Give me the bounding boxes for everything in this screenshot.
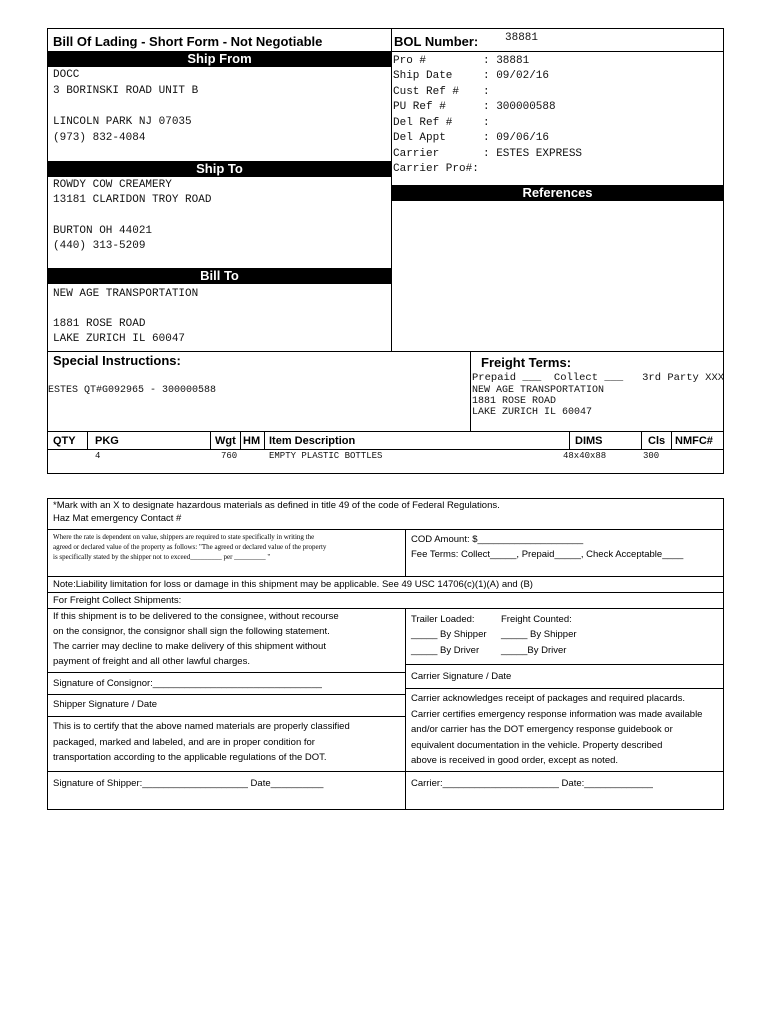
certify-text: transportation according to the applicable regulations of the DOT.: [53, 752, 327, 763]
carrier-ack-text: above is received in good order, except as noted.: [411, 755, 619, 766]
ship-from-line: 3 BORINSKI ROAD UNIT B: [53, 85, 199, 97]
field-label: Carrier Pro#:: [393, 163, 479, 175]
col-rule: [240, 431, 241, 449]
freight-collect: For Freight Collect Shipments:: [53, 595, 182, 606]
col-rule: [569, 431, 570, 449]
legal-rule: [47, 608, 724, 609]
certify-text: This is to certify that the above named materials are properly classified: [53, 721, 350, 732]
bill-to-line: 1881 ROSE ROAD: [53, 318, 146, 330]
fee-terms: Fee Terms: Collect_____, Prepaid_____, Check Acceptable____: [411, 549, 684, 560]
col-header-desc: Item Description: [269, 435, 356, 447]
carrier-ack-text: Carrier certifies emergency response information was made available: [411, 709, 703, 720]
ship-to-header: Ship To: [48, 161, 391, 177]
legal-rule: [47, 529, 724, 530]
bol-title: Bill Of Lading - Short Form - Not Negotiable: [53, 34, 323, 49]
carrier-signature-date: Carrier Signature / Date: [411, 671, 512, 682]
cod-amount: COD Amount: $____________________: [411, 534, 584, 545]
field-value: : 09/06/16: [483, 132, 550, 144]
freight-terms-label: Freight Terms:: [481, 355, 572, 370]
special-rule: [47, 351, 724, 352]
value-text: agreed or declared value of the property as follows: "The agreed or declared value of the property: [53, 543, 327, 551]
legal-divider: [405, 529, 406, 576]
field-label: PU Ref #: [393, 101, 446, 113]
freight-terms-address: LAKE ZURICH IL 60047: [472, 407, 593, 418]
field-label: Carrier: [393, 148, 440, 160]
col-rule: [671, 431, 672, 449]
item-desc: EMPTY PLASTIC BOTTLES: [269, 451, 383, 461]
carrier-ack-text: Carrier acknowledges receipt of packages and required placards.: [411, 693, 686, 704]
carrier-ack-text: and/or carrier has the DOT emergency response guidebook or: [411, 724, 673, 735]
legal-rule: [47, 716, 405, 717]
legal-divider: [405, 608, 406, 810]
col-rule: [87, 431, 88, 449]
carrier-ack-text: equivalent documentation in the vehicle. Property described: [411, 740, 663, 751]
field-label: Del Ref #: [393, 117, 453, 129]
field-label: Cust Ref #: [393, 86, 460, 98]
hazmat-contact: Haz Mat emergency Contact #: [53, 513, 182, 524]
legal-rule: [47, 576, 724, 577]
signature-consignor: Signature of Consignor:________________________________: [53, 678, 322, 689]
consignee-text: The carrier may decline to make delivery of this shipment without: [53, 641, 326, 652]
ship-to-line: BURTON OH 44021: [53, 225, 153, 237]
legal-rule: [405, 664, 724, 665]
table-top-rule: [47, 431, 724, 432]
table-header-rule: [47, 449, 724, 450]
item-cls: 300: [643, 451, 660, 461]
title-rule: [391, 51, 724, 52]
references-header: References: [392, 185, 723, 201]
field-value: : 09/02/16: [483, 70, 550, 82]
field-value: : 38881: [483, 55, 530, 67]
legal-rule: [405, 771, 724, 772]
col-header-hm: HM: [243, 435, 261, 447]
consignee-text: payment of freight and all other lawful charges.: [53, 656, 250, 667]
special-instructions-text: ESTES QT#G092965 - 300000588: [48, 385, 217, 396]
freight-terms-divider: [470, 351, 471, 431]
value-text: Where the rate is dependent on value, shippers are required to state specifically in writing the: [53, 533, 315, 541]
col-rule: [210, 431, 211, 449]
item-dims: 48x40x88: [563, 451, 607, 461]
hazmat-notice: *Mark with an X to designate hazardous materials as defined in title 49 of the code of Federal Regulations.: [53, 500, 500, 511]
col-rule: [264, 431, 265, 449]
ship-from-line: (973) 832-4084: [53, 132, 146, 144]
shipper-signature-date: Shipper Signature / Date: [53, 699, 158, 710]
bol-number-label: BOL Number:: [394, 34, 479, 49]
legal-rule: [405, 688, 724, 689]
by-driver-counted: _____By Driver: [501, 645, 567, 656]
field-value: :: [483, 86, 490, 98]
col-header-nmfc: NMFC#: [675, 435, 713, 447]
freight-counted: Freight Counted:: [501, 614, 572, 625]
legal-rule: [47, 592, 724, 593]
item-pkg: 4: [95, 451, 101, 461]
by-shipper-counted: _____ By Shipper: [501, 629, 577, 640]
liability-note: Note:Liability limitation for loss or damage in this shipment may be applicable. See 49 USC 14706(c)(1)(A) and (B): [53, 579, 533, 590]
bill-to-header: Bill To: [48, 268, 391, 284]
consignee-text: on the consignor, the consignor shall sign the following statement.: [53, 626, 330, 637]
field-value: : ESTES EXPRESS: [483, 148, 583, 160]
consignee-text: If this shipment is to be delivered to the consignee, without recourse: [53, 611, 339, 622]
field-label: Ship Date: [393, 70, 453, 82]
legal-rule: [47, 694, 405, 695]
ship-from-line: DOCC: [53, 69, 80, 81]
ship-from-header: Ship From: [48, 51, 391, 67]
field-value: :: [483, 117, 490, 129]
bill-to-line: NEW AGE TRANSPORTATION: [53, 288, 199, 300]
signature-shipper: Signature of Shipper:____________________ Date__________: [53, 778, 324, 789]
bill-to-line: LAKE ZURICH IL 60047: [53, 333, 186, 345]
by-driver-loaded: _____ By Driver: [411, 645, 480, 656]
field-label: Pro #: [393, 55, 427, 67]
col-header-pkg: PKG: [95, 435, 119, 447]
freight-terms-address: 1881 ROSE ROAD: [472, 396, 557, 407]
value-text: is specifically stated by the shipper not to exceed_________ per _________ ": [53, 553, 271, 561]
trailer-loaded: Trailer Loaded:: [411, 614, 475, 625]
col-header-qty: QTY: [53, 435, 76, 447]
bol-number-value: 38881: [505, 32, 539, 44]
by-shipper-loaded: _____ By Shipper: [411, 629, 487, 640]
special-instructions-label: Special Instructions:: [53, 353, 181, 368]
col-header-cls: Cls: [648, 435, 666, 447]
ship-to-line: ROWDY COW CREAMERY: [53, 179, 172, 191]
legal-rule: [47, 672, 405, 673]
ship-to-line: (440) 313-5209: [53, 240, 146, 252]
field-label: Del Appt: [393, 132, 446, 144]
freight-terms-address: NEW AGE TRANSPORTATION: [472, 385, 605, 396]
legal-rule: [47, 771, 405, 772]
freight-terms-line: Prepaid ___ Collect ___ 3rd Party XXX: [472, 372, 725, 384]
certify-text: packaged, marked and labeled, and are in proper condition for: [53, 737, 315, 748]
ship-to-line: 13181 CLARIDON TROY ROAD: [53, 194, 212, 206]
col-rule: [641, 431, 642, 449]
col-header-wgt: Wgt: [215, 435, 236, 447]
ship-from-line: LINCOLN PARK NJ 07035: [53, 116, 192, 128]
item-wgt: 760: [221, 451, 238, 461]
field-value: : 300000588: [483, 101, 556, 113]
carrier-signature: Carrier:______________________ Date:_____________: [411, 778, 653, 789]
col-header-dims: DIMS: [575, 435, 603, 447]
